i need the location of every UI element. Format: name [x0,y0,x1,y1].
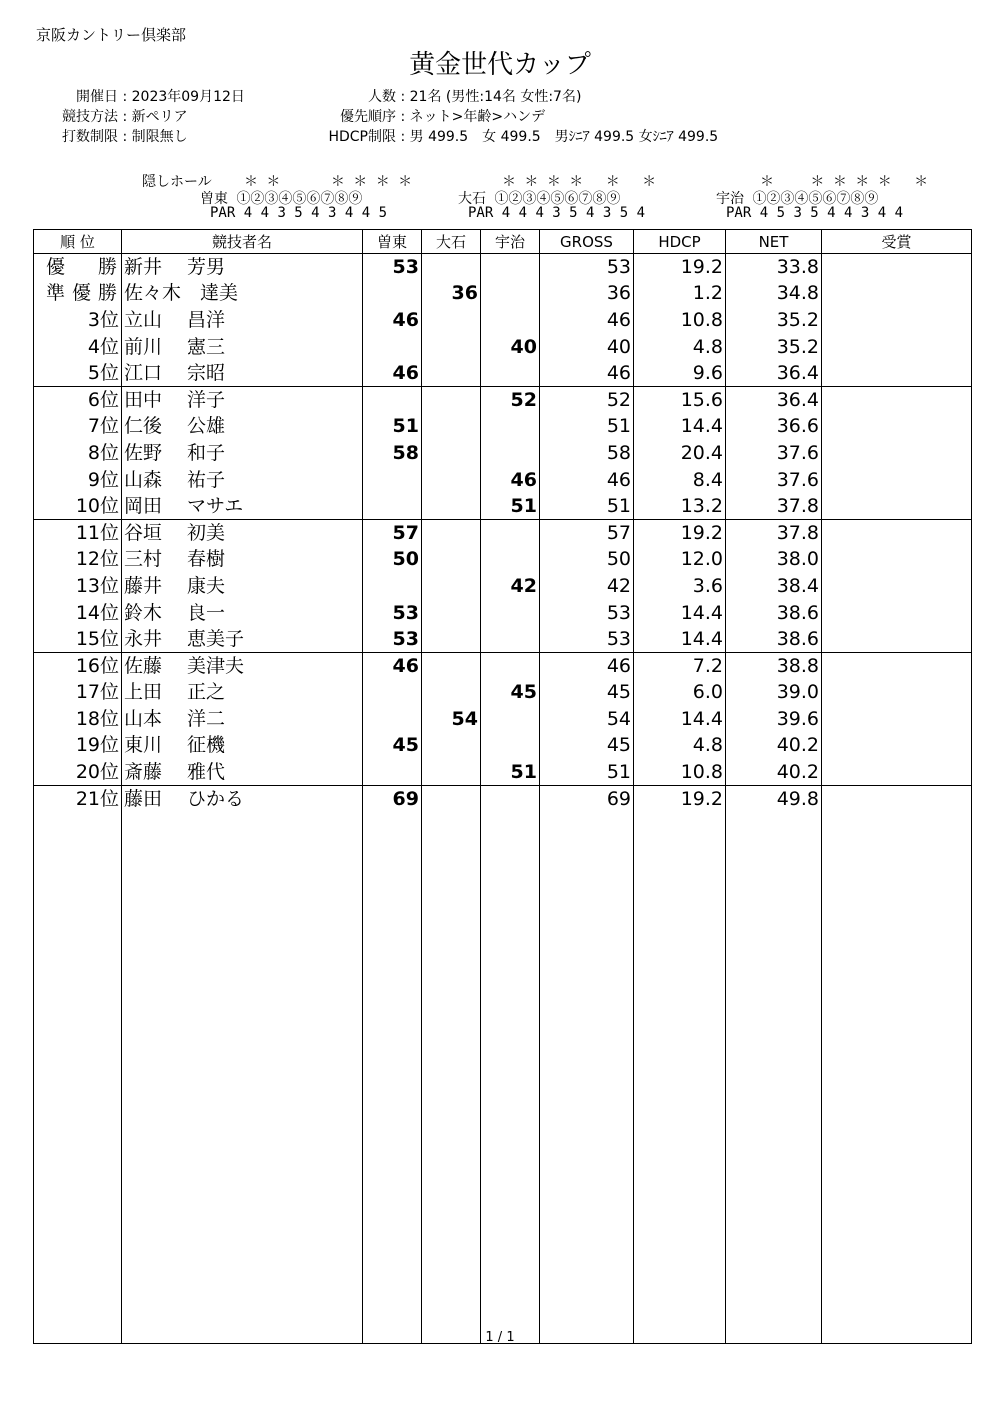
cell-uji [481,440,540,467]
empty-cell [422,812,481,1344]
cell-gross: 46 [540,652,634,679]
method-label: 競技方法 [62,109,118,125]
cell-gross: 46 [540,360,634,387]
cell-oishi [422,519,481,546]
cell-award [822,599,972,626]
empty-cell [481,812,540,1344]
cell-rank: 15位 [34,626,122,653]
cell-uji: 40 [481,333,540,360]
table-row [34,679,972,706]
table-row [34,706,972,733]
cell-hdcp: 4.8 [634,333,726,360]
cell-gross: 46 [540,466,634,493]
cell-net: 37.8 [726,493,822,520]
cell-name: 上田 正之 [122,679,363,706]
cell-gross: 57 [540,519,634,546]
cell-sodo: 46 [363,307,422,334]
cell-gross: 46 [540,307,634,334]
course-3-par-values: 4 5 3 5 4 4 3 4 4 [759,205,904,221]
cell-rank: 17位 [34,679,122,706]
table-empty-area [34,812,972,1344]
cell-award [822,440,972,467]
col-gross: GROSS [540,230,634,254]
cell-sodo [363,386,422,413]
table-row [34,307,972,334]
table-row [34,413,972,440]
priority-label: 優先順序 [340,109,396,125]
empty-cell [34,812,122,1344]
cell-oishi [422,360,481,387]
cell-hdcp: 12.0 [634,546,726,573]
course-1-hole-numbers: ①②③④⑤⑥⑦⑧⑨ [236,191,363,207]
cell-rank: 5位 [34,360,122,387]
table-row [34,360,972,387]
course-3-hole-numbers: ①②③④⑤⑥⑦⑧⑨ [752,191,879,207]
cell-rank: 準優勝 [34,280,122,307]
cell-hdcp: 10.8 [634,307,726,334]
cell-award [822,333,972,360]
cell-uji: 45 [481,679,540,706]
cell-net: 37.6 [726,440,822,467]
cell-sodo: 46 [363,652,422,679]
cell-gross: 45 [540,732,634,759]
cell-net: 35.2 [726,307,822,334]
col-award: 受賞 [822,230,972,254]
cell-gross: 58 [540,440,634,467]
cell-award [822,307,972,334]
cell-gross: 54 [540,706,634,733]
cell-name: 山森 祐子 [122,466,363,493]
cell-gross: 51 [540,493,634,520]
cell-uji [481,360,540,387]
cell-sodo [363,493,422,520]
cell-uji [481,254,540,281]
cell-sodo: 53 [363,626,422,653]
info-date: 開催日 : 2023年09月12日 [44,86,245,106]
cell-sodo: 57 [363,519,422,546]
cell-gross: 69 [540,785,634,812]
cell-uji: 52 [481,386,540,413]
cell-uji [481,706,540,733]
cell-award [822,679,972,706]
cell-uji [481,280,540,307]
cell-hdcp: 13.2 [634,493,726,520]
cell-uji: 42 [481,573,540,600]
cell-name: 鈴木 良一 [122,599,363,626]
table-row [34,254,972,281]
cell-uji [481,732,540,759]
cell-oishi [422,333,481,360]
cell-oishi [422,573,481,600]
cell-net: 36.6 [726,413,822,440]
cell-rank: 4位 [34,333,122,360]
cell-award [822,573,972,600]
cell-name: 江口 宗昭 [122,360,363,387]
course-1-par-label: PAR [210,205,236,221]
course-3-stars: ＊ ＊ ＊ ＊ ＊ ＊ [760,174,929,190]
cell-net: 38.8 [726,652,822,679]
cell-sodo [363,706,422,733]
cell-net: 36.4 [726,386,822,413]
cell-name: 佐々木 達美 [122,280,363,307]
page-title: 黄金世代カップ [409,50,591,80]
col-net: NET [726,230,822,254]
cell-gross: 42 [540,573,634,600]
empty-cell [540,812,634,1344]
table-row [34,386,972,413]
cell-rank: 14位 [34,599,122,626]
cell-award [822,759,972,786]
table-row [34,546,972,573]
count-value: 21名 (男性:14名 女性:7名) [409,89,582,105]
cell-rank: 18位 [34,706,122,733]
stroke-label: 打数制限 [62,129,118,145]
cell-award [822,732,972,759]
cell-gross: 50 [540,546,634,573]
cell-uji [481,652,540,679]
col-hdcp: HDCP [634,230,726,254]
table-row [34,493,972,520]
empty-cell [822,812,972,1344]
info-method: 競技方法 : 新ペリア [44,106,188,126]
cell-sodo [363,759,422,786]
cell-sodo: 45 [363,732,422,759]
cell-uji [481,599,540,626]
table-row [34,652,972,679]
cell-net: 38.6 [726,599,822,626]
cell-hdcp: 14.4 [634,599,726,626]
cell-award [822,626,972,653]
table-row [34,440,972,467]
cell-oishi [422,493,481,520]
col-player: 競技者名 [122,230,363,254]
cell-name: 岡田 マサエ [122,493,363,520]
cell-name: 佐藤 美津夫 [122,652,363,679]
cell-hdcp: 8.4 [634,466,726,493]
cell-net: 49.8 [726,785,822,812]
empty-cell [634,812,726,1344]
cell-uji [481,519,540,546]
cell-net: 37.6 [726,466,822,493]
cell-uji [481,307,540,334]
cell-net: 38.4 [726,573,822,600]
cell-award [822,652,972,679]
cell-oishi [422,599,481,626]
info-hdcp: HDCP制限 : 男 499.5 女 499.5 男ｼﾆｱ 499.5 女ｼﾆｱ 499.5 [300,126,718,146]
cell-net: 40.2 [726,759,822,786]
cell-name: 山本 洋二 [122,706,363,733]
cell-net: 33.8 [726,254,822,281]
cell-net: 39.6 [726,706,822,733]
cell-name: 立山 昌洋 [122,307,363,334]
cell-name: 仁後 公雄 [122,413,363,440]
table-header [34,230,972,254]
cell-hdcp: 15.6 [634,386,726,413]
cell-oishi [422,413,481,440]
cell-sodo: 46 [363,360,422,387]
cell-rank: 6位 [34,386,122,413]
cell-oishi: 36 [422,280,481,307]
cell-uji: 51 [481,493,540,520]
cell-name: 佐野 和子 [122,440,363,467]
cell-net: 37.8 [726,519,822,546]
date-value: 2023年09月12日 [131,89,245,105]
cell-net: 38.6 [726,626,822,653]
cell-oishi: 54 [422,706,481,733]
cell-award [822,493,972,520]
col-sodo: 曽東 [363,230,422,254]
cell-award [822,466,972,493]
cell-name: 田中 洋子 [122,386,363,413]
cell-rank: 12位 [34,546,122,573]
course-3-par-label: PAR [726,205,752,221]
cell-uji [481,546,540,573]
cell-rank: 3位 [34,307,122,334]
hdcp-label: HDCP制限 [328,129,396,145]
cell-gross: 36 [540,280,634,307]
table-row [34,573,972,600]
cell-oishi [422,254,481,281]
info-stroke: 打数制限 : 制限無し [44,126,188,146]
priority-value: ネット>年齢>ハンデ [409,109,546,125]
cell-net: 35.2 [726,333,822,360]
cell-oishi [422,386,481,413]
course-2-hole-numbers: ①②③④⑤⑥⑦⑧⑨ [494,191,621,207]
empty-cell [363,812,422,1344]
cell-uji: 46 [481,466,540,493]
cell-rank: 7位 [34,413,122,440]
cell-sodo: 69 [363,785,422,812]
course-1-name: 曽東 [200,191,228,207]
cell-gross: 45 [540,679,634,706]
cell-hdcp: 1.2 [634,280,726,307]
cell-sodo [363,333,422,360]
cell-award [822,546,972,573]
course-3-par [726,205,903,221]
stroke-value: 制限無し [131,129,188,145]
cell-oishi [422,440,481,467]
cell-hdcp: 19.2 [634,254,726,281]
info-count: 人数 : 21名 (男性:14名 女性:7名) [300,86,581,106]
cell-gross: 51 [540,413,634,440]
cell-gross: 53 [540,599,634,626]
course-3-name: 宇治 [716,191,744,207]
cell-oishi [422,546,481,573]
cell-rank: 13位 [34,573,122,600]
cell-name: 新井 芳男 [122,254,363,281]
table-row [34,333,972,360]
col-oishi: 大石 [422,230,481,254]
course-1-par [210,205,387,221]
cell-net: 34.8 [726,280,822,307]
cell-award [822,360,972,387]
cell-net: 36.4 [726,360,822,387]
cell-sodo: 58 [363,440,422,467]
cell-rank: 優 勝 [34,254,122,281]
info-priority: 優先順序 : ネット>年齢>ハンデ [300,106,545,126]
table-row [34,626,972,653]
cell-rank: 20位 [34,759,122,786]
cell-hdcp: 19.2 [634,519,726,546]
cell-award [822,785,972,812]
cell-rank: 11位 [34,519,122,546]
col-rank: 順 位 [34,230,122,254]
empty-cell [122,812,363,1344]
cell-name: 永井 恵美子 [122,626,363,653]
cell-hdcp: 6.0 [634,679,726,706]
table-row [34,519,972,546]
course-1-stars: ＊ ＊ ＊ ＊ ＊ ＊ [244,174,413,190]
cell-sodo [363,280,422,307]
cell-gross: 40 [540,333,634,360]
course-2-par-values: 4 4 4 3 5 4 3 5 4 [501,205,646,221]
cell-hdcp: 14.4 [634,626,726,653]
cell-award [822,254,972,281]
cell-hdcp: 19.2 [634,785,726,812]
count-label: 人数 [368,89,396,105]
cell-rank: 19位 [34,732,122,759]
cell-sodo: 51 [363,413,422,440]
cell-rank: 10位 [34,493,122,520]
cell-uji [481,413,540,440]
table-row [34,732,972,759]
cell-oishi [422,732,481,759]
cell-hdcp: 7.2 [634,652,726,679]
cell-gross: 52 [540,386,634,413]
cell-name: 藤田 ひかる [122,785,363,812]
cell-sodo [363,466,422,493]
cell-rank: 21位 [34,785,122,812]
course-2-par-label: PAR [468,205,494,221]
course-2-stars: ＊ ＊ ＊ ＊ ＊ ＊ [502,174,657,190]
cell-oishi [422,626,481,653]
date-label: 開催日 [76,89,118,105]
cell-sodo: 50 [363,546,422,573]
method-value: 新ペリア [131,109,188,125]
cell-name: 谷垣 初美 [122,519,363,546]
table-row [34,785,972,812]
cell-rank: 16位 [34,652,122,679]
hidden-holes-label: 隠しホール [142,174,212,190]
cell-sodo [363,573,422,600]
cell-award [822,413,972,440]
table-row [34,280,972,307]
col-uji: 宇治 [481,230,540,254]
cell-hdcp: 14.4 [634,413,726,440]
course-2-name: 大石 [458,191,486,207]
cell-sodo [363,679,422,706]
cell-sodo: 53 [363,599,422,626]
cell-award [822,386,972,413]
cell-net: 40.2 [726,732,822,759]
page-number: 1 / 1 [485,1330,515,1345]
cell-oishi [422,759,481,786]
results-table [33,229,972,1344]
table-row [34,599,972,626]
club-name: 京阪カントリー倶楽部 [36,26,187,44]
cell-name: 斎藤 雅代 [122,759,363,786]
cell-sodo: 53 [363,254,422,281]
course-2-par [468,205,645,221]
cell-uji [481,626,540,653]
cell-hdcp: 4.8 [634,732,726,759]
cell-name: 前川 憲三 [122,333,363,360]
cell-hdcp: 14.4 [634,706,726,733]
cell-hdcp: 10.8 [634,759,726,786]
cell-oishi [422,679,481,706]
cell-gross: 51 [540,759,634,786]
cell-net: 39.0 [726,679,822,706]
cell-rank: 9位 [34,466,122,493]
cell-hdcp: 3.6 [634,573,726,600]
cell-uji [481,785,540,812]
empty-cell [726,812,822,1344]
cell-name: 東川 征機 [122,732,363,759]
cell-name: 藤井 康夫 [122,573,363,600]
cell-award [822,519,972,546]
cell-gross: 53 [540,254,634,281]
cell-uji: 51 [481,759,540,786]
cell-oishi [422,652,481,679]
cell-award [822,706,972,733]
cell-name: 三村 春樹 [122,546,363,573]
table-row [34,759,972,786]
cell-rank: 8位 [34,440,122,467]
course-1-par-values: 4 4 3 5 4 3 4 4 5 [243,205,388,221]
cell-oishi [422,307,481,334]
cell-hdcp: 20.4 [634,440,726,467]
cell-award [822,280,972,307]
cell-gross: 53 [540,626,634,653]
cell-hdcp: 9.6 [634,360,726,387]
cell-oishi [422,785,481,812]
cell-net: 38.0 [726,546,822,573]
cell-oishi [422,466,481,493]
table-row [34,466,972,493]
hdcp-value: 男 499.5 女 499.5 男ｼﾆｱ 499.5 女ｼﾆｱ 499.5 [409,129,719,145]
